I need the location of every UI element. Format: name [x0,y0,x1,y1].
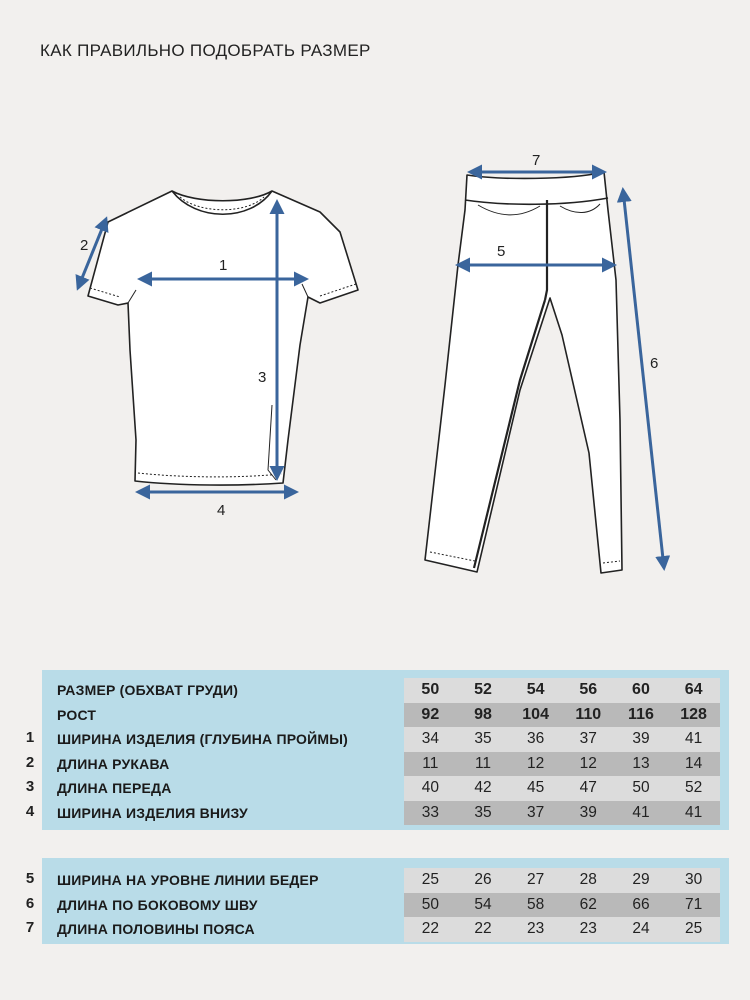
cell: 64 [684,681,703,698]
cell: 22 [474,920,492,937]
cell: 39 [632,730,650,747]
row-label: ШИРИНА НА УРОВНЕ ЛИНИИ БЕДЕР [57,872,319,888]
label-6: 6 [650,355,659,372]
row-label: ДЛИНА ПЕРЕДА [57,780,172,796]
cell: 11 [474,754,492,772]
row-number: 4 [25,802,35,820]
row-number: 3 [25,778,35,795]
row-cells [404,776,720,801]
row-label: ДЛИНА ПОЛОВИНЫ ПОЯСА [57,921,255,937]
table-row [0,868,750,893]
cell: 11 [422,754,439,772]
label-1: 1 [219,257,228,274]
label-3: 3 [258,369,267,386]
cell: 41 [684,803,703,821]
cell: 41 [632,803,650,821]
tshirt-drawing [88,191,358,485]
cell: 23 [579,920,597,937]
cell: 14 [684,754,703,772]
label-2: 2 [80,237,89,254]
cell: 54 [474,895,492,913]
label-4: 4 [217,502,226,519]
cell: 12 [527,754,545,772]
cell: 58 [527,895,545,913]
cell: 45 [527,779,545,796]
row-label: ДЛИНА РУКАВА [57,755,170,772]
cell: 39 [579,803,597,821]
cell: 71 [684,895,703,913]
cell: 35 [474,730,492,747]
table-row [0,893,750,918]
cell: 98 [474,705,492,723]
cell: 25 [684,920,703,937]
cell: 35 [474,803,492,821]
cell: 52 [684,779,703,796]
row-label: ДЛИНА ПО БОКОВОМУ ШВУ [57,896,258,913]
row-cells [404,893,720,918]
cell: 54 [526,681,545,698]
table-row [0,727,750,752]
cell: 27 [527,871,545,888]
cell: 50 [632,779,650,796]
cell: 47 [579,779,597,796]
row-number: 5 [25,870,35,887]
cell: 25 [421,871,439,888]
cell: 128 [680,705,707,723]
cell: 34 [421,730,439,747]
page-title: КАК ПРАВИЛЬНО ПОДОБРАТЬ РАЗМЕР [40,41,371,60]
cell: 62 [579,895,597,913]
table-row [0,776,750,801]
cell: 36 [527,730,545,747]
cell: 52 [474,681,492,698]
cell: 33 [421,803,439,821]
row-number: 2 [25,753,35,771]
cell: 40 [421,779,439,796]
cell: 50 [421,895,439,913]
cell: 26 [474,871,492,888]
cell: 42 [474,779,492,796]
table-row-height [0,703,750,728]
row-cells [404,752,720,777]
cell: 116 [628,705,654,723]
row-number: 6 [25,894,35,912]
cell: 30 [684,871,703,888]
row-cells [404,727,720,752]
cell: 37 [527,803,545,821]
table-row [0,917,750,942]
row-number: 7 [25,919,35,936]
height-cells [404,703,720,728]
row-label: РОСТ [57,706,97,723]
cell: 29 [632,871,650,888]
label-5: 5 [497,243,506,260]
cell: 23 [527,920,545,937]
row-cells [404,868,720,893]
cell: 50 [421,681,440,698]
cell: 110 [575,705,602,723]
row-label: РАЗМЕР (ОБХВАТ ГРУДИ) [57,682,239,698]
cell: 37 [579,730,597,747]
table-row [0,752,750,777]
cell: 60 [632,681,650,698]
row-label: ШИРИНА ИЗДЕЛИЯ ВНИЗУ [57,804,248,821]
row-number: 1 [25,729,35,746]
row-cells [404,917,720,942]
cell: 56 [579,681,598,698]
row-label: ШИРИНА ИЗДЕЛИЯ (ГЛУБИНА ПРОЙМЫ) [57,731,349,747]
cell: 66 [632,895,650,913]
cell: 28 [579,871,597,888]
row-cells [404,801,720,826]
table-row [0,801,750,826]
cell: 13 [632,754,650,772]
label-7: 7 [532,152,541,169]
cell: 12 [579,754,597,772]
table-row-size [0,678,750,703]
size-cells [404,678,720,703]
pants-drawing [425,172,622,573]
cell: 92 [421,705,440,723]
cell: 22 [421,920,439,937]
cell: 41 [684,730,703,747]
cell: 104 [522,705,549,723]
cell: 24 [632,920,650,937]
